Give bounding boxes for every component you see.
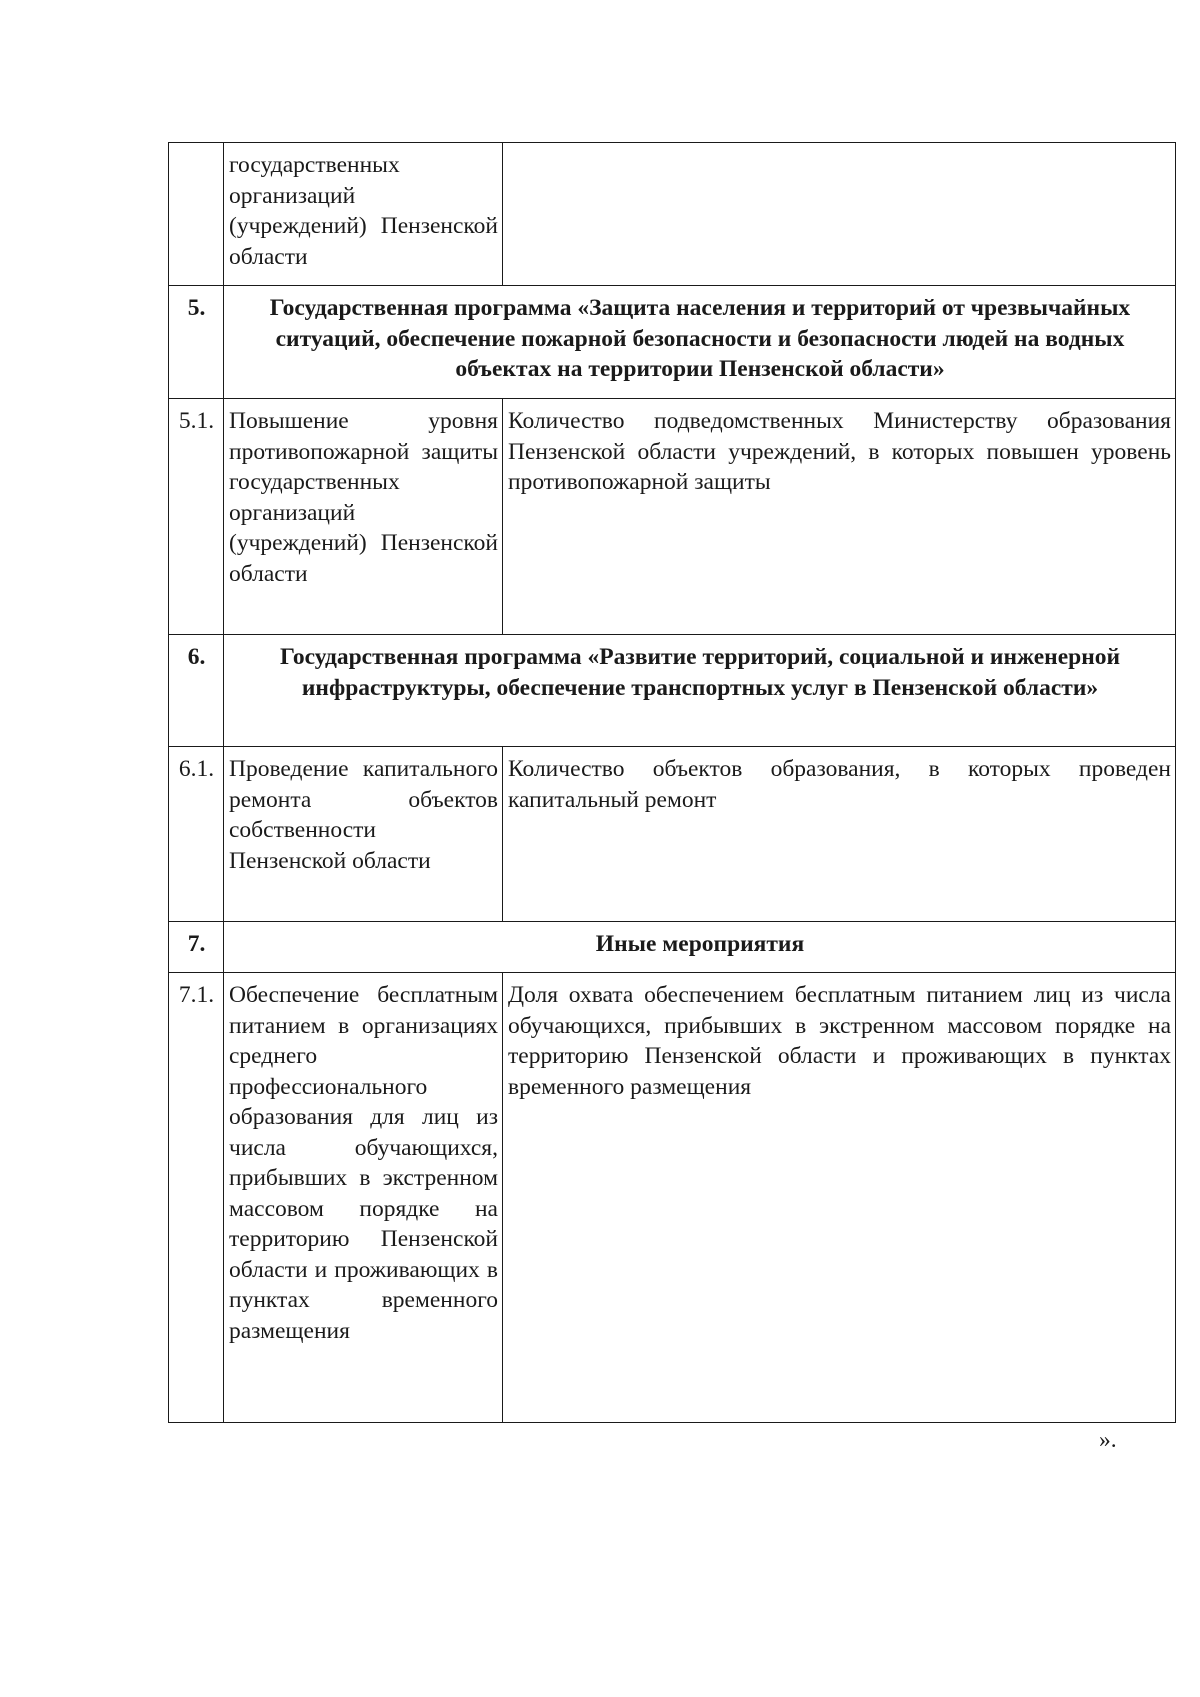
closing-quote-mark: ». — [1099, 1427, 1117, 1453]
indicator-cell — [503, 143, 1176, 286]
table-row — [169, 143, 1176, 286]
section-title-cell: Государственная программа «Защита населения и территорий от чрезвычайных ситуаций, обеспечение пожарной безопасности и безопасности людей на водных объектах на территории Пензенской области» — [224, 286, 1176, 399]
measure-name-cell: Повышение уровня противопожарной защиты государственных организаций (учреждений) Пензенской области — [224, 399, 503, 635]
section-header-row — [169, 635, 1176, 747]
table-row — [169, 399, 1176, 635]
measures-table — [168, 142, 1176, 1423]
row-number-cell: 5.1. — [169, 399, 224, 635]
section-title-cell: Иные мероприятия — [224, 922, 1176, 973]
measure-name-cell: Проведение капитального ремонта объектов собственности Пензенской области — [224, 747, 503, 922]
indicator-cell: Доля охвата обеспечением бесплатным питанием лиц из числа обучающихся, прибывших в экстренном массовом порядке на территорию Пензенской области и проживающих в пунктах временного размещения — [503, 973, 1176, 1423]
row-number-cell: 7.1. — [169, 973, 224, 1423]
indicator-cell: Количество подведомственных Министерству образования Пензенской области учреждений, в которых повышен уровень противопожарной защиты — [503, 399, 1176, 635]
measure-name-cell: государственных организаций (учреждений) Пензенской области — [224, 143, 503, 286]
table-row — [169, 747, 1176, 922]
row-number-cell — [169, 143, 224, 286]
section-title-cell: Государственная программа «Развитие территорий, социальной и инженерной инфраструктуры, обеспечение транспортных услуг в Пензенской области» — [224, 635, 1176, 747]
indicator-cell: Количество объектов образования, в которых проведен капитальный ремонт — [503, 747, 1176, 922]
section-number-cell: 7. — [169, 922, 224, 973]
section-header-row — [169, 922, 1176, 973]
section-number-cell: 6. — [169, 635, 224, 747]
table-row — [169, 973, 1176, 1423]
row-number-cell: 6.1. — [169, 747, 224, 922]
section-header-row — [169, 286, 1176, 399]
section-number-cell: 5. — [169, 286, 224, 399]
measure-name-cell: Обеспечение бесплатным питанием в организациях среднего профессионального образования для лиц из числа обучающихся, прибывших в экстренном массовом порядке на территорию Пензенской области и проживающих в пунктах временного размещения — [224, 973, 503, 1423]
